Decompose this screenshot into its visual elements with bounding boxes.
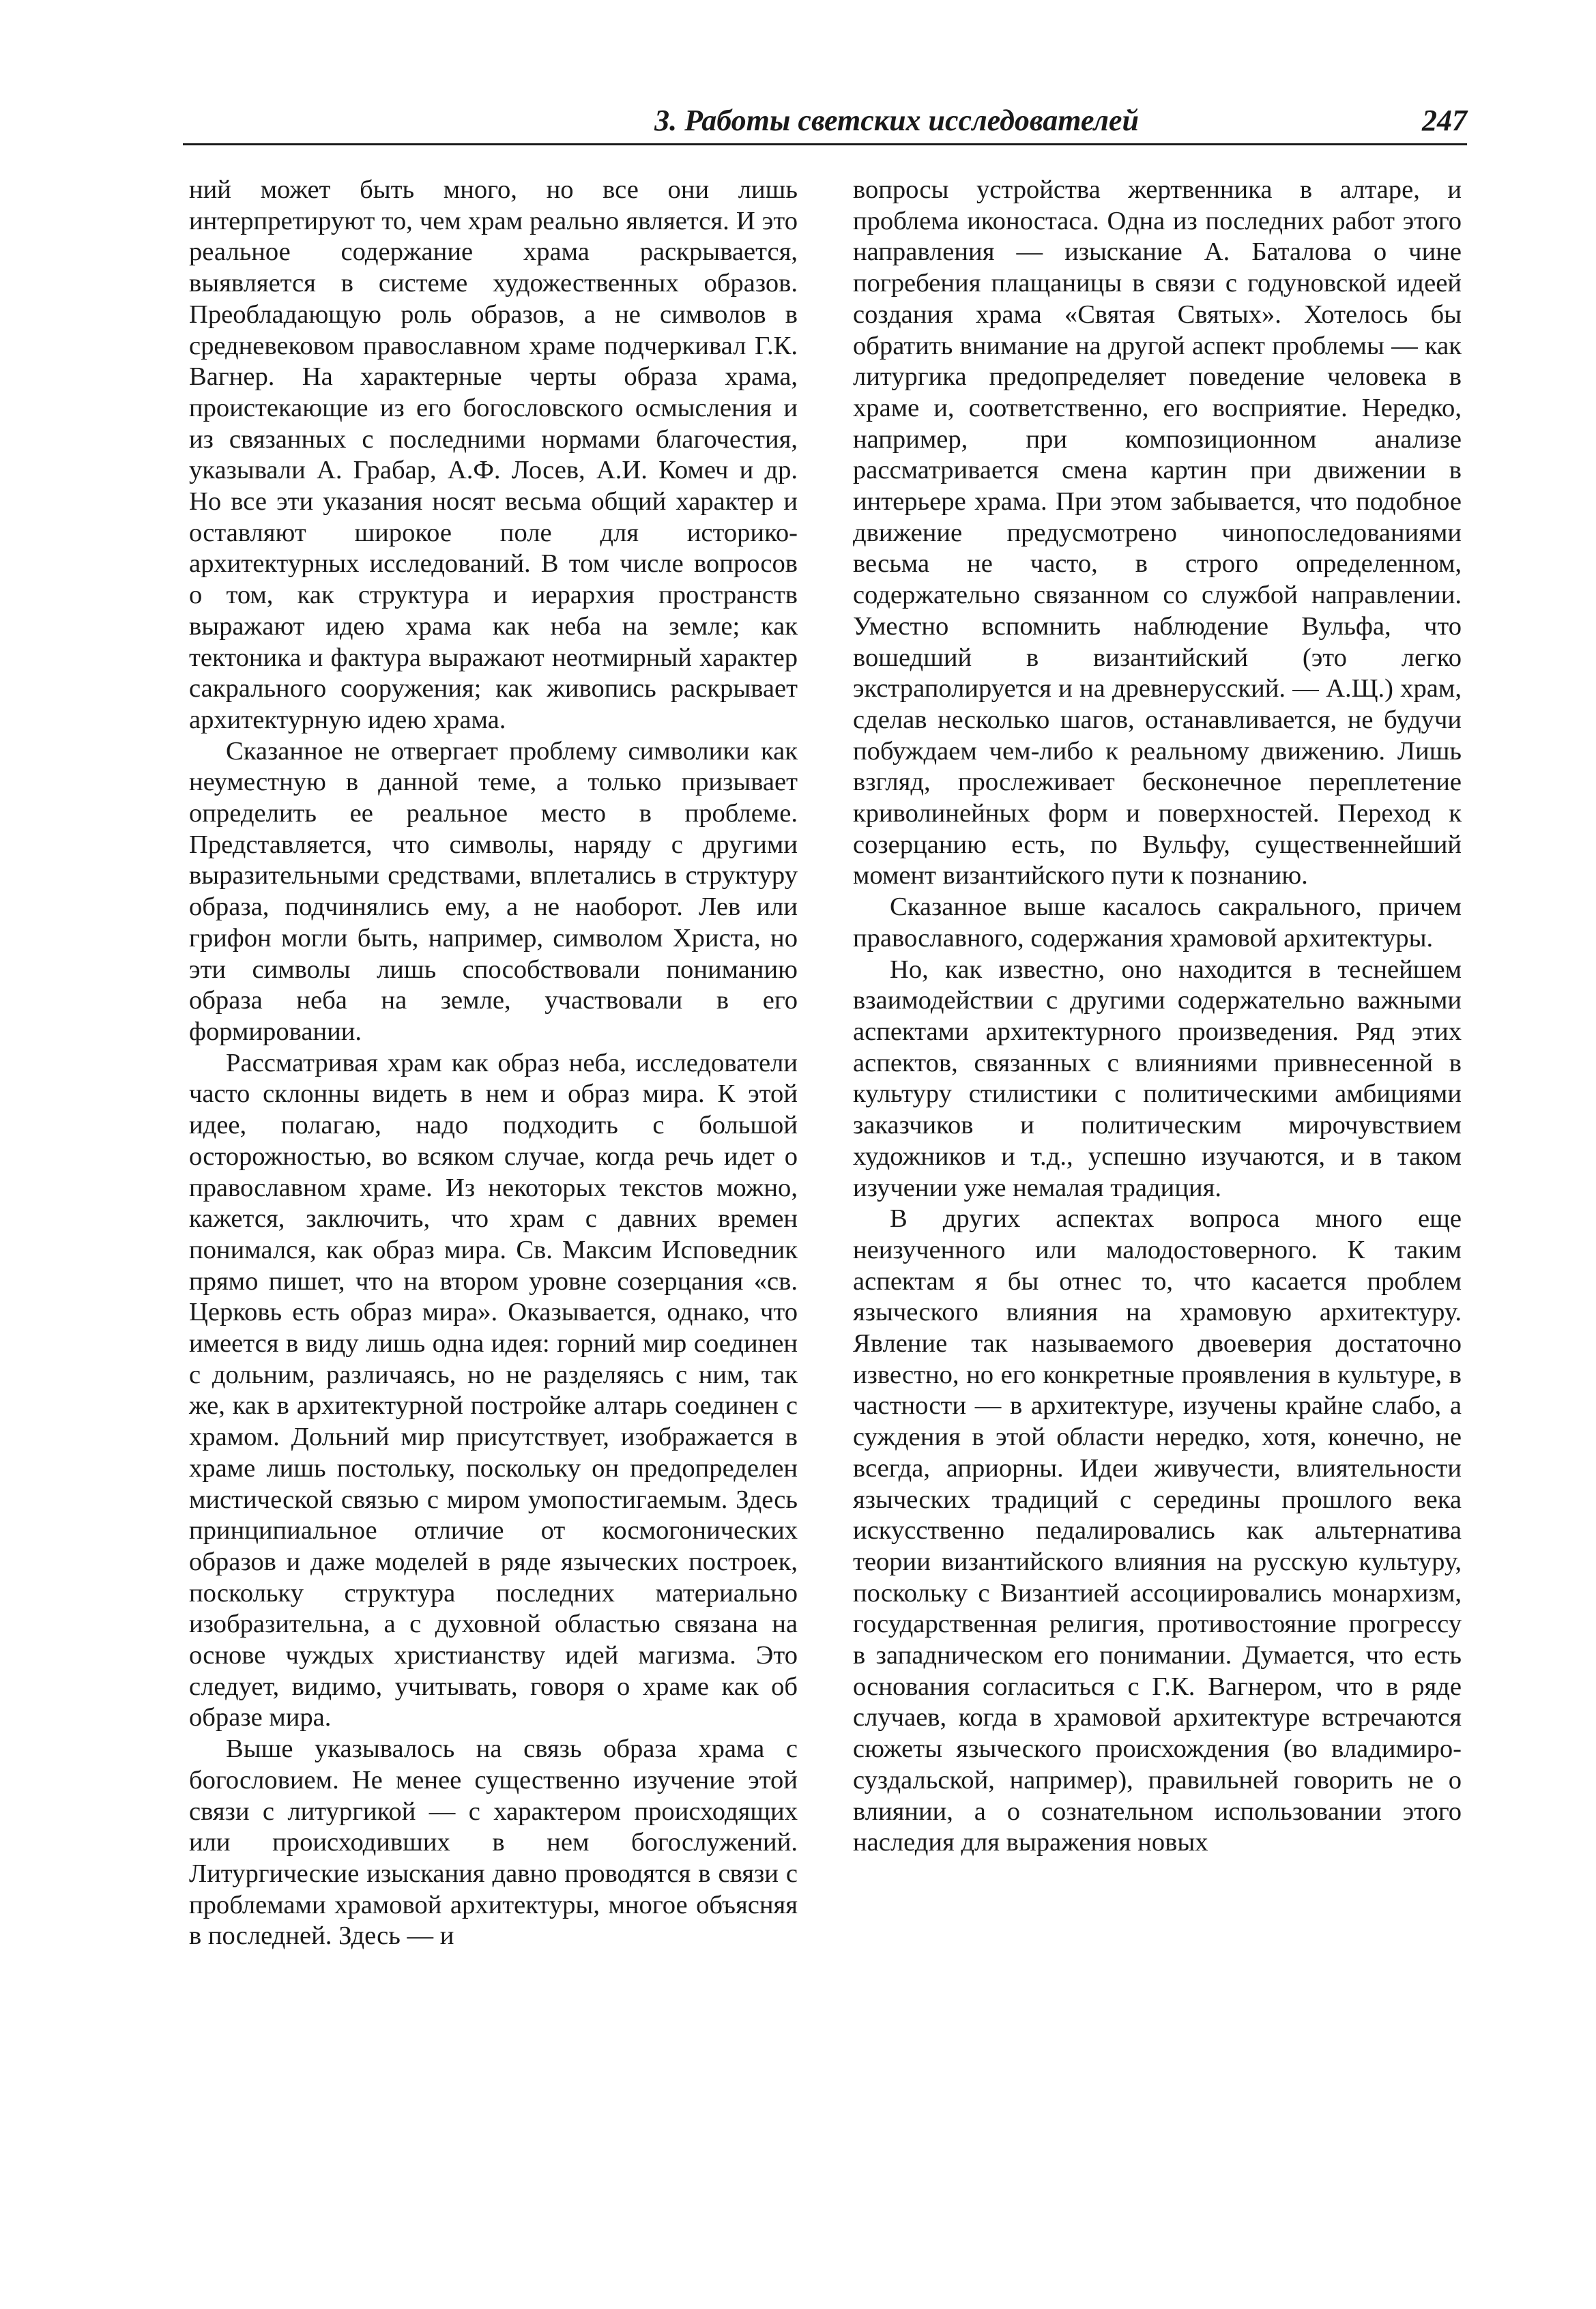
paragraph: вопросы устройства жертвенника в алтаре, и проблема иконостаса. Одна из последних работ этого направления — изыскание А. Баталова о чине погребения плащаницы в связи с годуновской идеей создания храма «Святая Святых». Хотелось бы обратить внимание на другой аспект проблемы — как литургика предопределяет поведение человека в храме и, соответственно, его восприятие. Нередко, например, при композиционном анализе рассматривается смена картин при движении в интерьере храма. При этом забывается, что подобное движение предусмотрено чинопоследованиями весьма не часто, в строго определенном, содержательно связанном со службой направлении. Уместно вспомнить наблюдение Вульфа, что вошедший в византийский (это легко экстраполируется и на древнерусский. — А.Щ.) храм, сделав несколько шагов, останавливается, не будучи побуждаем чем-либо к реальному движению. Лишь взгляд, прослеживает бесконечное переплетение криволинейных форм и поверхностей. Переход к созерцанию есть, по Вульфу, существеннейший момент византийского пути к познанию. [853, 175, 1462, 890]
left-column [189, 175, 798, 1952]
page-number: 247 [1422, 104, 1467, 137]
paragraph: Сказанное не отвергает проблему символики как неуместную в данной теме, а только призывает определить ее реальное место в проблеме. Представляется, что символы, наряду с другими выразительными средствами, вплетались в структуру образа, подчинялись ему, а не наоборот. Лев или грифон могли быть, например, символом Христа, но эти символы лишь способствовали пониманию образа неба на земле, участвовали в его формировании. [189, 736, 798, 1046]
paragraph: Сказанное выше касалось сакрального, причем православного, содержания храмовой архитектуры. [853, 892, 1462, 953]
paragraph: В других аспектах вопроса много еще неизученного или малодостоверного. К таким аспектам я бы отнес то, что касается проблем языческого влияния на храмовую архитектуру. Явление так называемого двоеверия достаточно известно, но его конкретные проявления в культуре, в частности — в архитектуре, изучены крайне слабо, а суждения в этой области нередко, хотя, конечно, не всегда, априорны. Идеи живучести, влиятельности языческих традиций с середины прошлого века искусственно педалировались как альтернатива теории византийского влияния на русскую культуру, поскольку с Византией ассоциировались монархизм, государственная религия, противостояние прогрессу в западническом его понимании. Думается, что есть основания согласиться с Г.К. Вагнером, что в ряде случаев, когда в храмовой архитектуре встречаются сюжеты языческого происхождения (во владимиро-суздальской, например), правильней говорить не о влиянии, а о сознательном использовании этого наследия для выражения новых [853, 1204, 1462, 1857]
paragraph: ний может быть много, но все они лишь интерпретируют то, чем храм реально является. И это реальное содержание храма раскрывается, выявляется в системе художественных образов. Преобладающую роль образов, а не символов в средневековом православном храме подчеркивал Г.К. Вагнер. На характерные черты образа храма, проистекающие из его богословского осмысления и из связанных с последними нормами благочестия, указывали А. Грабар, А.Ф. Лосев, А.И. Комеч и др. Но все эти указания носят весьма общий характер и оставляют широкое поле для историко-архитектурных исследований. В том числе вопросов о том, как структура и иерархия пространств выражают идею храма как неба на земле; как тектоника и фактура выражают неотмирный характер сакрального сооружения; как живопись раскрывает архитектурную идею храма. [189, 175, 798, 734]
paragraph: Выше указывалось на связь образа храма с богословием. Не менее существенно изучение этой связи с литургикой — с характером происходящих или происходивших в нем богослужений. Литургические изыскания давно проводятся в связи с проблемами храмовой архитектуры, многое объясняя в последней. Здесь — и [189, 1734, 798, 1951]
running-header [183, 101, 1467, 145]
paragraph: Рассматривая храм как образ неба, исследователи часто склонны видеть в нем и образ мира. К этой идее, полагаю, надо подходить с большой осторожностью, во всяком случае, когда речь идет о православном храме. Из некоторых текстов можно, кажется, заключить, что храм с давних времен понимался, как образ мира. Св. Максим Исповедник прямо пишет, что на втором уровне созерцания «св. Церковь есть образ мира». Оказывается, однако, что имеется в виду лишь одна идея: горний мир соединен с дольним, различаясь, но не разделяясь с ним, так же, как в архитектурной постройке алтарь соединен с храмом. Дольний мир присутствует, изображается в храме лишь постольку, поскольку он предопределен мистической связью с миром умопостигаемым. Здесь принципиальное отличие от космогонических образов и даже моделей в ряде языческих построек, поскольку структура последних материально изобразительна, а с духовной областью связана на основе чуждых христианству идей магизма. Это следует, видимо, учитывать, говоря о храме как об образе мира. [189, 1048, 798, 1732]
paragraph: Но, как известно, оно находится в теснейшем взаимодействии с другими содержательно важными аспектами архитектурного произведения. Ряд этих аспектов, связанных с влияниями привнесенной в культуру стилистики с политическими амбициями заказчиков и политическим мирочувствием художников и т.д., успешно изучаются, и в таком изучении уже немалая традиция. [853, 955, 1462, 1202]
chapter-title: 3. Работы светских исследователей [654, 104, 1139, 137]
right-column [853, 175, 1462, 1859]
